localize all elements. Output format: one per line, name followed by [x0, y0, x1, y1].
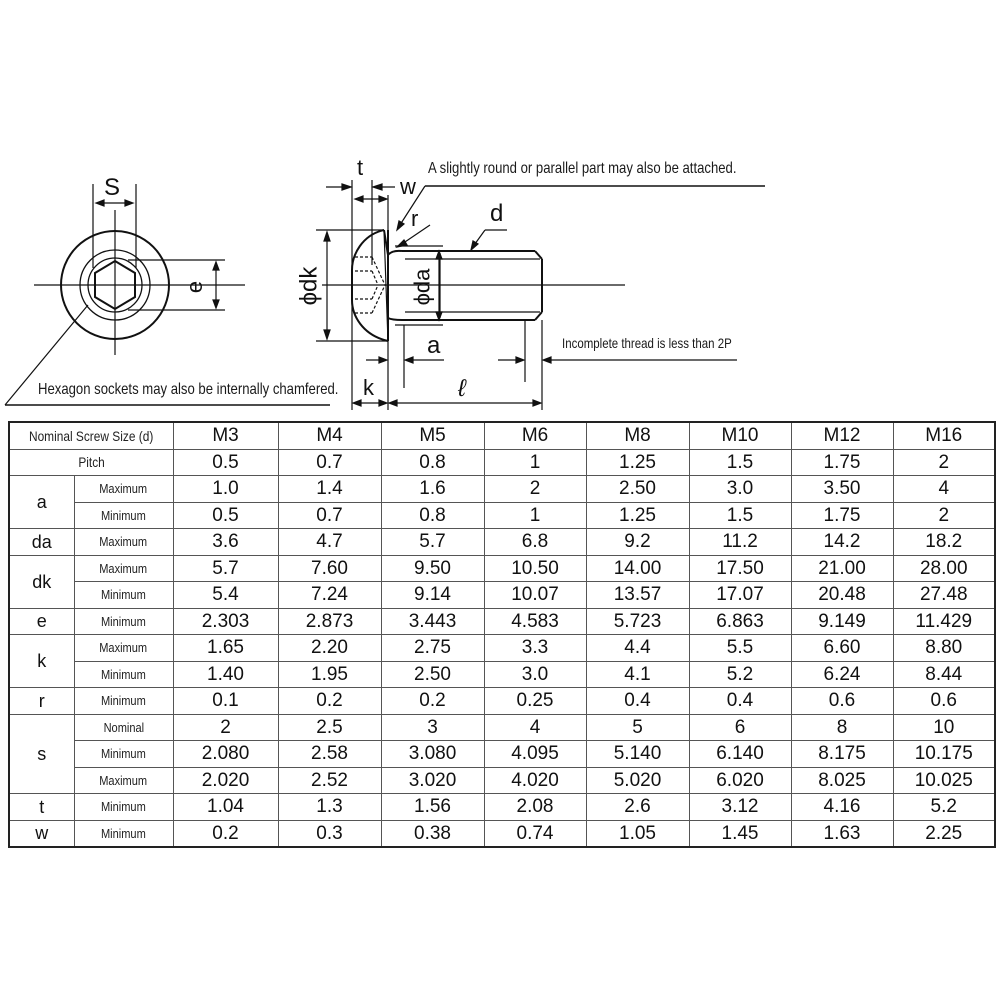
cell: 9.14: [381, 582, 484, 609]
cell: 1.75: [791, 502, 893, 529]
param-s: s: [9, 714, 74, 794]
cell: 1.5: [689, 502, 791, 529]
dim-label-k: k: [363, 375, 374, 400]
size-m10: M10: [689, 422, 791, 449]
cell: 1.0: [173, 476, 278, 503]
cell: 2: [893, 502, 995, 529]
dimension-table: [8, 421, 996, 848]
cell: 28.00: [893, 555, 995, 582]
cell: 3: [381, 714, 484, 741]
cell: 20.48: [791, 582, 893, 609]
table-header-row: [9, 422, 995, 449]
cell: 0.1: [173, 688, 278, 715]
cell: 8: [791, 714, 893, 741]
sub-label: Maximum: [74, 555, 173, 582]
cell: 5.2: [689, 661, 791, 688]
sub-label: Minimum: [74, 820, 173, 847]
cell: 4.16: [791, 794, 893, 821]
cell: 17.07: [689, 582, 791, 609]
size-m5: M5: [381, 422, 484, 449]
cell: 14.00: [586, 555, 689, 582]
sub-label: Maximum: [74, 767, 173, 794]
param-a: a: [9, 476, 74, 529]
cell: 1.25: [586, 449, 689, 476]
cell: 2.020: [173, 767, 278, 794]
size-m3: M3: [173, 422, 278, 449]
cell: 5: [586, 714, 689, 741]
cell: 0.6: [791, 688, 893, 715]
cell: 9.149: [791, 608, 893, 635]
cell: 2.50: [381, 661, 484, 688]
cell: 1.25: [586, 502, 689, 529]
cell: 4.020: [484, 767, 586, 794]
cell: 0.2: [173, 820, 278, 847]
cell: 1.5: [689, 449, 791, 476]
cell: 1.4: [278, 476, 381, 503]
cell: 6.60: [791, 635, 893, 662]
cell: 1.56: [381, 794, 484, 821]
cell: 7.60: [278, 555, 381, 582]
cell: 1.63: [791, 820, 893, 847]
cell: 0.7: [278, 449, 381, 476]
dim-label-r: r: [411, 206, 419, 231]
param-t: t: [9, 794, 74, 821]
table-row: [9, 476, 995, 503]
cell: 3.0: [689, 476, 791, 503]
cell: 0.8: [381, 502, 484, 529]
table-row: [9, 820, 995, 847]
cell: 1.40: [173, 661, 278, 688]
table-row: [9, 529, 995, 556]
dim-label-e: e: [182, 280, 208, 294]
cell: 5.7: [381, 529, 484, 556]
cell: 5.723: [586, 608, 689, 635]
cell: 0.74: [484, 820, 586, 847]
cell: 10.175: [893, 741, 995, 768]
sub-label: Minimum: [74, 741, 173, 768]
cell: 5.5: [689, 635, 791, 662]
cell: 4.4: [586, 635, 689, 662]
cell: 4.7: [278, 529, 381, 556]
cell: 3.0: [484, 661, 586, 688]
cell: 21.00: [791, 555, 893, 582]
cell: 0.2: [381, 688, 484, 715]
cell: 2: [173, 714, 278, 741]
size-m8: M8: [586, 422, 689, 449]
cell: 0.3: [278, 820, 381, 847]
cell: 2.52: [278, 767, 381, 794]
note-round-part: A slightly round or parallel part may also be attached.: [428, 160, 737, 177]
dim-label-l: ℓ: [458, 375, 466, 402]
cell: 8.80: [893, 635, 995, 662]
cell: 0.4: [689, 688, 791, 715]
sub-label: Minimum: [74, 502, 173, 529]
cell: 0.7: [278, 502, 381, 529]
table-row: [9, 582, 995, 609]
cell: 3.080: [381, 741, 484, 768]
param-e: e: [9, 608, 74, 635]
cell: 5.140: [586, 741, 689, 768]
cell: 10.07: [484, 582, 586, 609]
cell: 1.05: [586, 820, 689, 847]
cell: 9.50: [381, 555, 484, 582]
cell: 4: [484, 714, 586, 741]
cell: 10.50: [484, 555, 586, 582]
cell: 2.75: [381, 635, 484, 662]
dim-label-a: a: [427, 332, 441, 359]
table-row: [9, 688, 995, 715]
sub-label: Maximum: [74, 635, 173, 662]
cell: 2.58: [278, 741, 381, 768]
cell: 27.48: [893, 582, 995, 609]
cell: 3.443: [381, 608, 484, 635]
cell: 3.12: [689, 794, 791, 821]
cell: 0.38: [381, 820, 484, 847]
size-m4: M4: [278, 422, 381, 449]
dim-label-da: ϕda: [409, 268, 435, 306]
table-row: [9, 714, 995, 741]
table-row: [9, 608, 995, 635]
cell: 6.020: [689, 767, 791, 794]
param-r: r: [9, 688, 74, 715]
sub-label: Minimum: [74, 661, 173, 688]
cell: 0.5: [173, 449, 278, 476]
size-m6: M6: [484, 422, 586, 449]
cell: 2.303: [173, 608, 278, 635]
cell: 18.2: [893, 529, 995, 556]
sub-label: Minimum: [74, 582, 173, 609]
cell: 0.4: [586, 688, 689, 715]
table-row: [9, 767, 995, 794]
cell: 5.020: [586, 767, 689, 794]
dim-label-d: d: [490, 200, 504, 227]
size-m16: M16: [893, 422, 995, 449]
cell: 1.3: [278, 794, 381, 821]
cell: 7.24: [278, 582, 381, 609]
cell: 6: [689, 714, 791, 741]
cell: 4.1: [586, 661, 689, 688]
note-incomplete-thread: Incomplete thread is less than 2P: [562, 335, 732, 351]
cell: 1: [484, 449, 586, 476]
cell: 1.95: [278, 661, 381, 688]
sub-label: Nominal: [74, 714, 173, 741]
cell: 1: [484, 502, 586, 529]
cell: 2: [484, 476, 586, 503]
cell: 2.6: [586, 794, 689, 821]
cell: 3.50: [791, 476, 893, 503]
cell: 4.583: [484, 608, 586, 635]
sub-label: Minimum: [74, 608, 173, 635]
param-dk: dk: [9, 555, 74, 608]
param-da: da: [9, 529, 74, 556]
cell: 5.4: [173, 582, 278, 609]
sub-label: Minimum: [74, 794, 173, 821]
cell: 2.50: [586, 476, 689, 503]
cell: 1.6: [381, 476, 484, 503]
cell: 6.863: [689, 608, 791, 635]
cell: 3.3: [484, 635, 586, 662]
cell: 5.7: [173, 555, 278, 582]
cell: 1.65: [173, 635, 278, 662]
param-w: w: [9, 820, 74, 847]
cell: 5.2: [893, 794, 995, 821]
cell: 17.50: [689, 555, 791, 582]
cell: 1.04: [173, 794, 278, 821]
table-row: [9, 661, 995, 688]
cell: 0.25: [484, 688, 586, 715]
cell: 3.020: [381, 767, 484, 794]
cell: 4.095: [484, 741, 586, 768]
cell: 2.080: [173, 741, 278, 768]
cell: 0.6: [893, 688, 995, 715]
cell: 11.2: [689, 529, 791, 556]
cell: 0.5: [173, 502, 278, 529]
cell: 9.2: [586, 529, 689, 556]
cell: 1.75: [791, 449, 893, 476]
table-row: [9, 555, 995, 582]
table-row: [9, 794, 995, 821]
cell: 13.57: [586, 582, 689, 609]
cell: 4: [893, 476, 995, 503]
table-row: [9, 449, 995, 476]
cell: 1.45: [689, 820, 791, 847]
cell: 10: [893, 714, 995, 741]
cell: 2.25: [893, 820, 995, 847]
dim-label-dk: ϕdk: [295, 266, 323, 306]
table-row: [9, 502, 995, 529]
sub-label: Minimum: [74, 688, 173, 715]
header-label: Nominal Screw Size (d): [9, 422, 173, 449]
cell: 6.140: [689, 741, 791, 768]
table-row: [9, 741, 995, 768]
cell: 0.2: [278, 688, 381, 715]
dim-label-s: S: [104, 174, 121, 201]
cell: 14.2: [791, 529, 893, 556]
technical-drawing: [0, 0, 1000, 420]
cell: 8.44: [893, 661, 995, 688]
cell: 8.175: [791, 741, 893, 768]
cell: 2.20: [278, 635, 381, 662]
param-k: k: [9, 635, 74, 688]
cell: 2: [893, 449, 995, 476]
cell: 0.8: [381, 449, 484, 476]
dim-label-w: w: [400, 174, 416, 199]
note-hex-socket: Hexagon sockets may also be internally chamfered.: [38, 381, 339, 398]
sub-label: Maximum: [74, 476, 173, 503]
cell: 8.025: [791, 767, 893, 794]
sub-label: Maximum: [74, 529, 173, 556]
row-label-pitch: Pitch: [9, 449, 173, 476]
cell: 3.6: [173, 529, 278, 556]
dim-label-t: t: [357, 155, 364, 180]
cell: 10.025: [893, 767, 995, 794]
cell: 2.5: [278, 714, 381, 741]
cell: 2.873: [278, 608, 381, 635]
table-row: [9, 635, 995, 662]
cell: 2.08: [484, 794, 586, 821]
cell: 6.8: [484, 529, 586, 556]
cell: 11.429: [893, 608, 995, 635]
size-m12: M12: [791, 422, 893, 449]
cell: 6.24: [791, 661, 893, 688]
